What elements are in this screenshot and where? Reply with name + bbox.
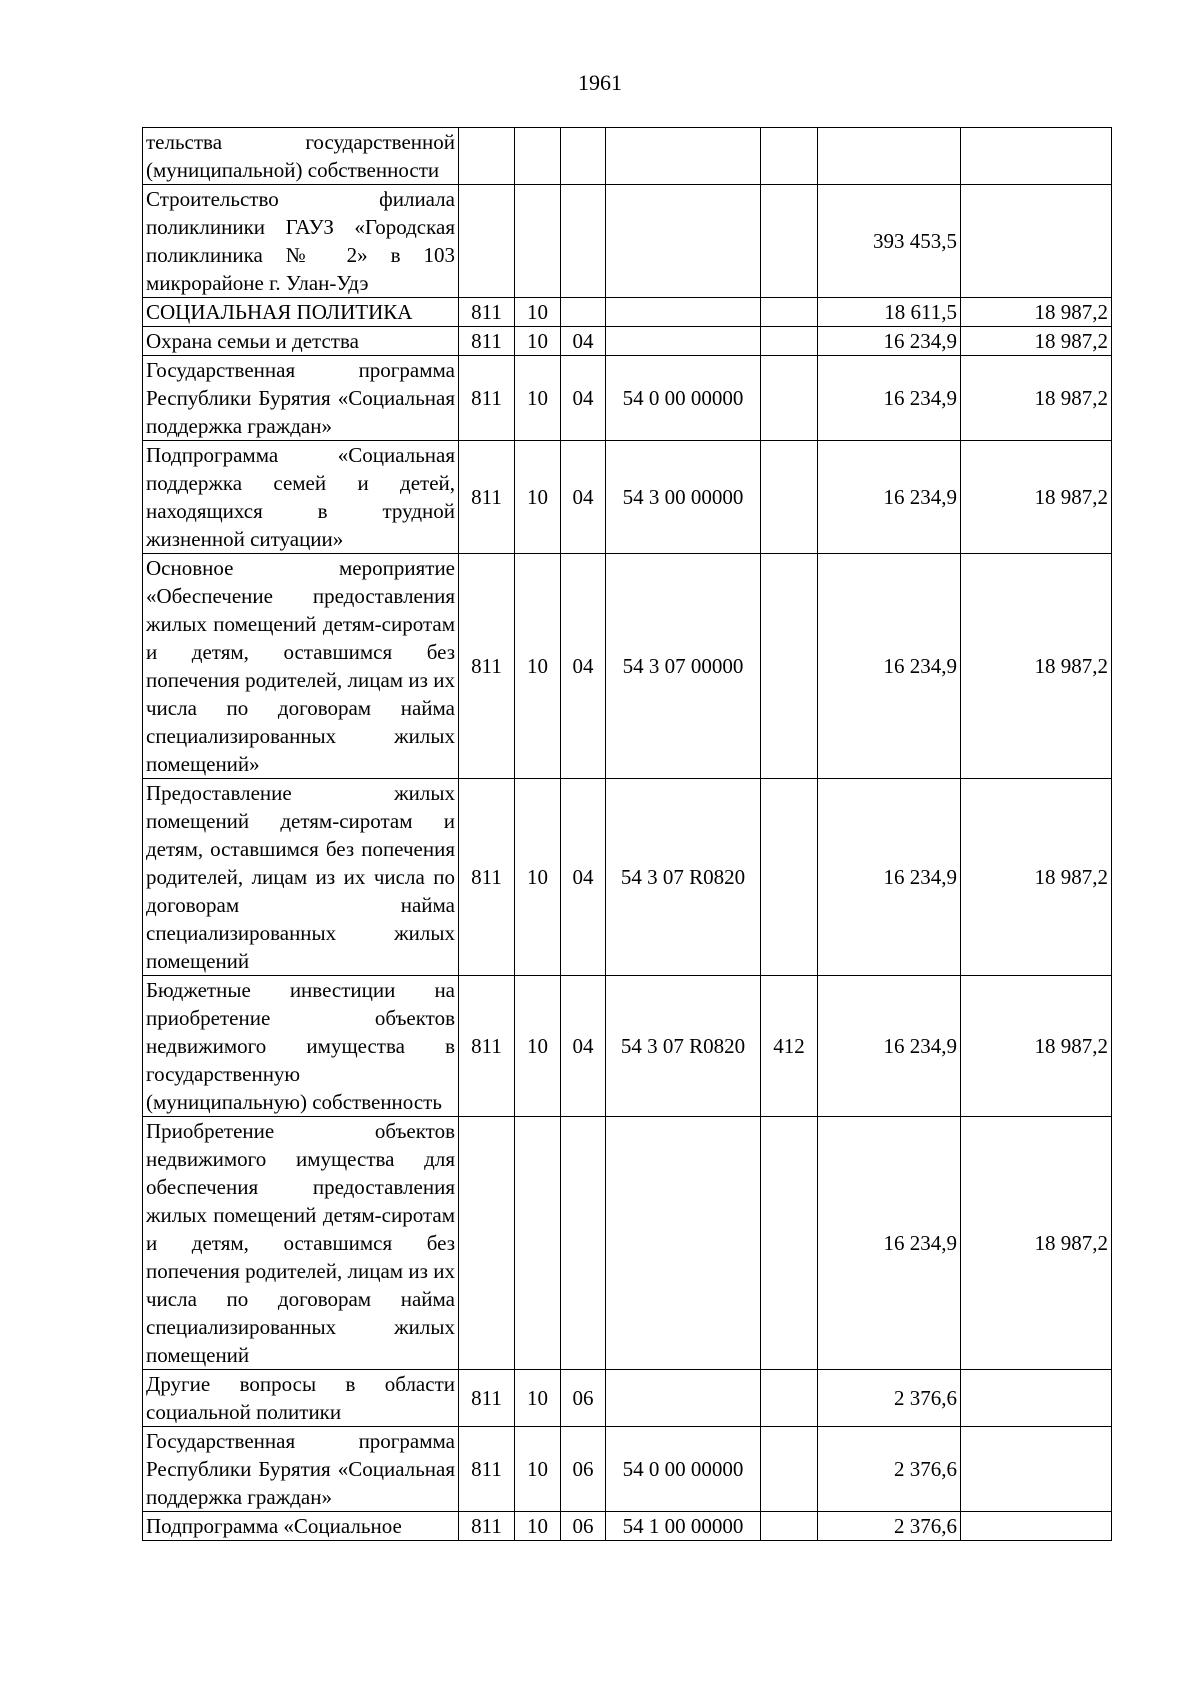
subsection-code-cell — [561, 1117, 606, 1370]
table-row — [143, 1117, 1112, 1370]
amount-year-2-cell: 18 987,2 — [961, 298, 1112, 327]
expense-type-cell — [761, 298, 818, 327]
subsection-code-cell — [561, 128, 606, 185]
amount-year-2-cell: 18 987,2 — [961, 779, 1112, 976]
section-code-cell — [515, 1117, 561, 1370]
subsection-code-cell — [561, 298, 606, 327]
expense-type-cell — [761, 327, 818, 356]
target-article-cell — [606, 298, 761, 327]
subsection-code-cell — [561, 185, 606, 298]
subsection-code-cell: 06 — [561, 1512, 606, 1541]
item-name-cell: Предоставление жилых помещений детям-сиротам и детям, оставшимся без попечения родителей, лицам из их числа по договорам найма специализированных жилых помещений — [143, 779, 459, 976]
subsection-code-cell: 04 — [561, 327, 606, 356]
section-code-cell: 10 — [515, 298, 561, 327]
admin-code-cell: 811 — [459, 1512, 515, 1541]
admin-code-cell — [459, 1117, 515, 1370]
admin-code-cell: 811 — [459, 298, 515, 327]
target-article-cell — [606, 327, 761, 356]
item-name-cell: Подпрограмма «Социальное — [143, 1512, 459, 1541]
expense-type-cell — [761, 1370, 818, 1427]
item-name-cell: СОЦИАЛЬНАЯ ПОЛИТИКА — [143, 298, 459, 327]
subsection-code-cell: 04 — [561, 554, 606, 779]
amount-year-2-cell — [961, 185, 1112, 298]
amount-year-1-cell — [818, 128, 961, 185]
table-row — [143, 441, 1112, 554]
section-code-cell: 10 — [515, 1512, 561, 1541]
expense-type-cell — [761, 1117, 818, 1370]
expense-type-cell — [761, 128, 818, 185]
amount-year-1-cell: 16 234,9 — [818, 779, 961, 976]
section-code-cell: 10 — [515, 1370, 561, 1427]
amount-year-2-cell — [961, 128, 1112, 185]
amount-year-1-cell: 2 376,6 — [818, 1370, 961, 1427]
table-row — [143, 1370, 1112, 1427]
expense-type-cell — [761, 356, 818, 441]
admin-code-cell — [459, 128, 515, 185]
table-body — [143, 128, 1112, 1541]
subsection-code-cell: 06 — [561, 1370, 606, 1427]
item-name-cell: Другие вопросы в области социальной политики — [143, 1370, 459, 1427]
amount-year-1-cell: 16 234,9 — [818, 554, 961, 779]
table-row — [143, 327, 1112, 356]
admin-code-cell: 811 — [459, 554, 515, 779]
amount-year-1-cell: 16 234,9 — [818, 327, 961, 356]
amount-year-1-cell: 393 453,5 — [818, 185, 961, 298]
budget-table — [142, 127, 1112, 1541]
table-row — [143, 128, 1112, 185]
item-name-cell: Основное мероприятие «Обеспечение предоставления жилых помещений детям-сиротам и детям, оставшимся без попечения родителей, лицам из их числа по договорам найма специализированных жилых помещений» — [143, 554, 459, 779]
admin-code-cell: 811 — [459, 356, 515, 441]
page-number: 1961 — [578, 70, 622, 95]
item-name-cell: Подпрограмма «Социальная поддержка семей и детей, находящихся в трудной жизненной ситуации» — [143, 441, 459, 554]
amount-year-2-cell: 18 987,2 — [961, 1117, 1112, 1370]
section-code-cell: 10 — [515, 441, 561, 554]
item-name-cell: Приобретение объектов недвижимого имущества для обеспечения предоставления жилых помещений детям-сиротам и детям, оставшимся без попечения родителей, лицам из их числа по договорам найма специализированных жилых помещений — [143, 1117, 459, 1370]
target-article-cell: 54 3 07 R0820 — [606, 976, 761, 1117]
subsection-code-cell: 06 — [561, 1427, 606, 1512]
table-row — [143, 976, 1112, 1117]
subsection-code-cell: 04 — [561, 976, 606, 1117]
expense-type-cell — [761, 1512, 818, 1541]
subsection-code-cell: 04 — [561, 356, 606, 441]
expense-type-cell: 412 — [761, 976, 818, 1117]
table-row — [143, 356, 1112, 441]
admin-code-cell: 811 — [459, 1427, 515, 1512]
item-name-cell: тельства государственной (муниципальной) собственности — [143, 128, 459, 185]
section-code-cell — [515, 128, 561, 185]
expense-type-cell — [761, 779, 818, 976]
subsection-code-cell: 04 — [561, 779, 606, 976]
target-article-cell — [606, 1117, 761, 1370]
item-name-cell: Строительство филиала поликлиники ГАУЗ «Городская поликлиника № 2» в 103 микрорайоне г. Улан-Удэ — [143, 185, 459, 298]
admin-code-cell: 811 — [459, 327, 515, 356]
admin-code-cell: 811 — [459, 976, 515, 1117]
table-row — [143, 298, 1112, 327]
target-article-cell: 54 0 00 00000 — [606, 1427, 761, 1512]
item-name-cell: Охрана семьи и детства — [143, 327, 459, 356]
amount-year-1-cell: 18 611,5 — [818, 298, 961, 327]
table-row — [143, 185, 1112, 298]
amount-year-2-cell — [961, 1512, 1112, 1541]
expense-type-cell — [761, 185, 818, 298]
expense-type-cell — [761, 1427, 818, 1512]
amount-year-2-cell: 18 987,2 — [961, 327, 1112, 356]
expense-type-cell — [761, 554, 818, 779]
table-row — [143, 554, 1112, 779]
target-article-cell: 54 1 00 00000 — [606, 1512, 761, 1541]
target-article-cell: 54 3 07 00000 — [606, 554, 761, 779]
table-row — [143, 1512, 1112, 1541]
amount-year-1-cell: 16 234,9 — [818, 1117, 961, 1370]
amount-year-1-cell: 16 234,9 — [818, 976, 961, 1117]
amount-year-2-cell: 18 987,2 — [961, 554, 1112, 779]
amount-year-2-cell — [961, 1427, 1112, 1512]
amount-year-1-cell: 2 376,6 — [818, 1427, 961, 1512]
target-article-cell — [606, 1370, 761, 1427]
amount-year-1-cell: 16 234,9 — [818, 356, 961, 441]
section-code-cell: 10 — [515, 356, 561, 441]
subsection-code-cell: 04 — [561, 441, 606, 554]
section-code-cell: 10 — [515, 327, 561, 356]
amount-year-2-cell — [961, 1370, 1112, 1427]
target-article-cell — [606, 185, 761, 298]
amount-year-1-cell: 16 234,9 — [818, 441, 961, 554]
item-name-cell: Бюджетные инвестиции на приобретение объектов недвижимого имущества в государственную (муниципальную) собственность — [143, 976, 459, 1117]
target-article-cell: 54 0 00 00000 — [606, 356, 761, 441]
amount-year-1-cell: 2 376,6 — [818, 1512, 961, 1541]
amount-year-2-cell: 18 987,2 — [961, 356, 1112, 441]
admin-code-cell: 811 — [459, 1370, 515, 1427]
target-article-cell: 54 3 00 00000 — [606, 441, 761, 554]
item-name-cell: Государственная программа Республики Бурятия «Социальная поддержка граждан» — [143, 1427, 459, 1512]
admin-code-cell: 811 — [459, 779, 515, 976]
section-code-cell: 10 — [515, 554, 561, 779]
admin-code-cell — [459, 185, 515, 298]
table-row — [143, 779, 1112, 976]
section-code-cell: 10 — [515, 779, 561, 976]
expense-type-cell — [761, 441, 818, 554]
section-code-cell: 10 — [515, 976, 561, 1117]
item-name-cell: Государственная программа Республики Бурятия «Социальная поддержка граждан» — [143, 356, 459, 441]
admin-code-cell: 811 — [459, 441, 515, 554]
table-row — [143, 1427, 1112, 1512]
section-code-cell: 10 — [515, 1427, 561, 1512]
amount-year-2-cell: 18 987,2 — [961, 441, 1112, 554]
amount-year-2-cell: 18 987,2 — [961, 976, 1112, 1117]
target-article-cell: 54 3 07 R0820 — [606, 779, 761, 976]
section-code-cell — [515, 185, 561, 298]
target-article-cell — [606, 128, 761, 185]
